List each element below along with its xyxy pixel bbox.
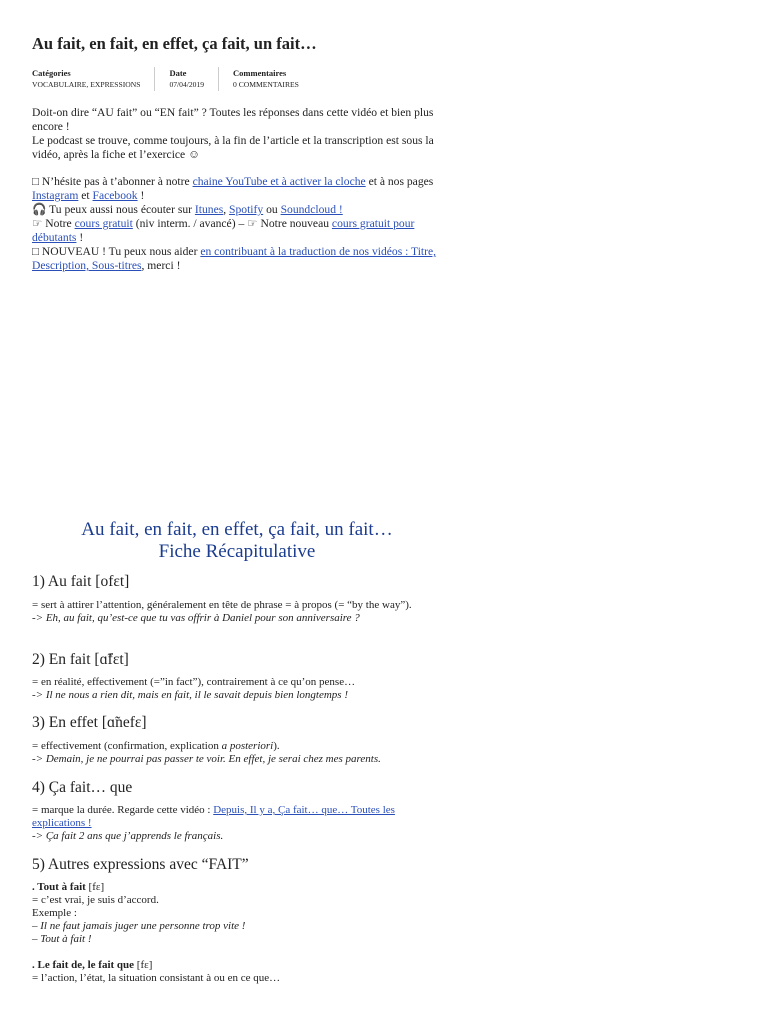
section-2-body [32,676,442,702]
section-4-def-text: = marque la durée. Regarde cette vidéo : [32,804,214,816]
subscribe-text: □ N’hésite pas à t’abonner à notre [32,175,193,188]
categories-value[interactable]: VOCABULAIRE, EXPRESSIONS [32,80,141,89]
translation-text: □ NOUVEAU ! Tu peux nous aider [32,245,201,258]
free-course-link[interactable]: cours gratuit [74,217,133,230]
translation-link[interactable]: en contribuant à la traduction de nos vidéos : Titre, Description, Sous-titres [32,245,437,272]
date-value: 07/04/2019 [169,80,205,89]
podcast-line [32,203,444,217]
expression-1-example-2: – Tout à fait ! [32,933,92,945]
comments-label: Commentaires [233,68,287,78]
expression-tout-a-fait [32,881,442,894]
courses-mid: (niv interm. / avancé) – ☞ Notre nouveau [132,217,332,230]
subscribe-mid: et à nos pages [365,175,434,188]
expression-2-definition: = l’action, l’état, la situation consistant à ou en ce que… [32,972,281,984]
courses-end: ! [76,231,84,244]
article-links [32,175,444,273]
section-4-body [32,804,442,843]
section-1-example: -> Eh, au fait, qu’est-ce que tu vas offrir à Daniel pour son anniversaire ? [32,612,360,624]
expression-1-example-label: Exemple : [32,907,77,919]
podcast-sep: , [223,203,230,216]
meta-date [154,67,218,91]
subscribe-end: ! [137,189,145,202]
courses-text: ☞ Notre [32,217,75,230]
section-2-definition: = en réalité, effectivement (=”in fact”), contrairement à ce qu’on pense… [32,676,356,688]
section-4-example: -> Ça fait 2 ans que j’apprends le français. [32,830,224,842]
expression-2-phonetic: [fɛ] [134,959,153,971]
section-1-definition: = sert à attirer l’attention, généralement en tête de phrase = à propos (= “by the way”). [32,599,412,611]
expression-1-example-1: – Il ne faut jamais juger une personne trop vite ! [32,920,246,932]
section-3-example: -> Demain, je ne pourrai pas passer te voir. En effet, je serai chez mes parents. [32,753,381,765]
article-meta [32,67,313,91]
podcast-or: ou [263,203,281,216]
expression-le-fait-de [32,959,442,972]
youtube-link[interactable]: chaine YouTube et à activer la cloche [192,175,366,188]
podcast-text: 🎧 Tu peux aussi nous écouter sur [32,203,195,216]
expression-1-definition: = c’est vrai, je suis d’accord. [32,894,159,906]
section-5-body [32,881,442,985]
subscribe-and: et [78,189,93,202]
expression-1-term: . Tout à fait [32,881,86,893]
expression-1-phonetic: [fɛ] [85,881,105,893]
categories-label: Catégories [32,68,71,78]
instagram-link[interactable]: Instagram [32,189,79,202]
section-3-heading: 3) En effet [ɑ̃nefɛ] [32,714,147,731]
intro-line-1: Doit-on dire “AU fait” ou “EN fait” ? Toutes les réponses dans cette vidéo et bien plus encore ! [32,106,434,133]
courses-line [32,217,444,245]
itunes-link[interactable]: Itunes [194,203,224,216]
expression-2-term: . Le fait de, le fait que [32,959,135,971]
section-2-heading: 2) En fait [ɑ̃fɛt] [32,651,129,668]
fiche-subtitle: Fiche Récapitulative [158,541,316,562]
spotify-link[interactable]: Spotify [229,203,264,216]
date-label: Date [169,68,187,78]
section-3-body [32,740,442,766]
translation-end: , merci ! [141,259,181,272]
section-2-example: -> Il ne nous a rien dit, mais en fait, il le savait depuis bien longtemps ! [32,689,348,701]
meta-comments [218,67,313,91]
fiche-title: Au fait, en fait, en effet, ça fait, un fait… [81,519,393,540]
translation-line [32,245,444,273]
section-1-heading: 1) Au fait [ofɛt] [32,573,130,590]
article-intro [32,106,444,162]
section-3-def-text: = effectivement (confirmation, explication [32,740,222,752]
intro-line-2: Le podcast se trouve, comme toujours, à la fin de l’article et la transcription est sous la vidéo, après la fiche et l’exercice ☺ [32,134,434,161]
section-3-definition [32,740,442,753]
comments-value[interactable]: 0 COMMENTAIRES [233,80,299,89]
beginners-course-link[interactable]: cours gratuit pour débutants [32,217,415,244]
facebook-link[interactable]: Facebook [92,189,138,202]
section-1-body [32,599,442,625]
section-5-heading: 5) Autres expressions avec “FAIT” [32,856,249,873]
article-title: Au fait, en fait, en effet, ça fait, un fait… [32,34,317,53]
subscribe-line [32,175,444,203]
video-link[interactable]: Depuis, Il y a, Ça fait… que… Toutes les explications ! [32,804,395,829]
section-3-def-emphasis: a posteriori [221,740,274,752]
meta-categories [32,67,154,91]
spacer [32,946,442,959]
soundcloud-link[interactable]: Soundcloud ! [280,203,343,216]
section-4-heading: 4) Ça fait… que [32,779,133,796]
section-3-def-end: ). [273,740,280,752]
section-4-definition [32,804,442,830]
